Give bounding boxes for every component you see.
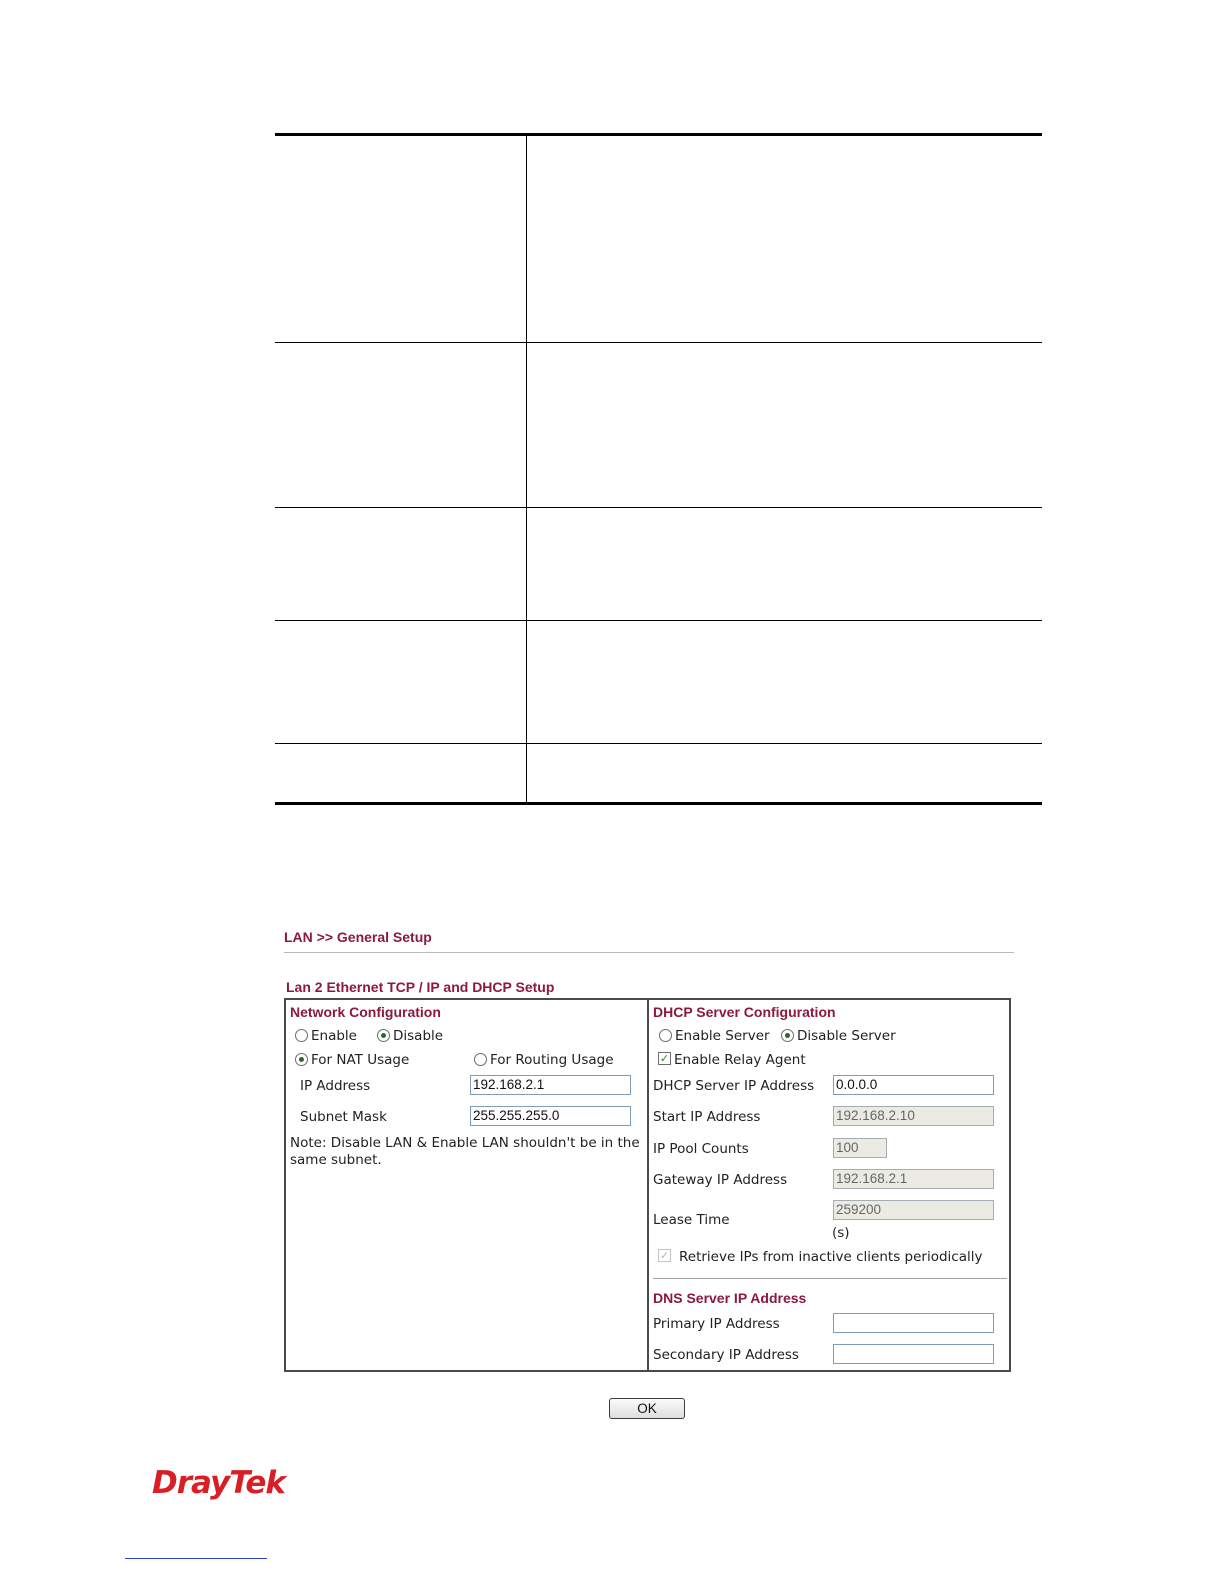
lan-enable-label: Enable [311,1028,357,1044]
enable-server-radio[interactable] [659,1029,672,1042]
lease-time-input[interactable]: 259200 [833,1200,994,1220]
routing-usage-radio[interactable] [474,1053,487,1066]
disable-server-radio[interactable] [781,1029,794,1042]
lan-disable-radio[interactable] [377,1029,390,1042]
dns-section-divider [653,1278,1007,1279]
footer-rule [125,1558,267,1559]
lease-time-unit: (s) [832,1225,850,1241]
table-row-divider [275,342,1042,343]
ip-address-input[interactable]: 192.168.2.1 [470,1075,631,1095]
table-column-divider [526,135,527,803]
dhcp-server-ip-label: DHCP Server IP Address [653,1078,815,1094]
dhcp-config-heading: DHCP Server Configuration [653,1004,836,1020]
network-config-heading: Network Configuration [290,1004,441,1020]
lease-time-label: Lease Time [653,1212,730,1228]
table-row-divider [275,620,1042,621]
start-ip-input[interactable]: 192.168.2.10 [833,1106,994,1126]
primary-dns-input[interactable] [833,1313,994,1333]
lan-general-setup-screen [284,925,1014,1425]
dns-heading: DNS Server IP Address [653,1290,807,1306]
start-ip-label: Start IP Address [653,1109,761,1125]
breadcrumb: LAN >> General Setup [284,929,432,945]
lan-enable-radio[interactable] [295,1029,308,1042]
nat-usage-label: For NAT Usage [311,1052,410,1068]
title-divider [284,952,1014,953]
panel-divider [647,998,649,1372]
subnet-note: Note: Disable LAN & Enable LAN shouldn't be in the same subnet. [290,1135,640,1168]
lan-disable-label: Disable [393,1028,444,1044]
ok-button[interactable]: OK [609,1398,685,1419]
draytek-logo: DrayTek [152,1465,285,1501]
ip-address-label: IP Address [300,1078,371,1094]
description-table [275,133,1042,805]
ip-pool-counts-label: IP Pool Counts [653,1141,749,1157]
dhcp-server-ip-input[interactable]: 0.0.0.0 [833,1075,994,1095]
secondary-dns-label: Secondary IP Address [653,1347,799,1363]
routing-usage-label: For Routing Usage [490,1052,614,1068]
retrieve-ips-label: Retrieve IPs from inactive clients periodically [679,1249,983,1265]
table-top-rule [275,133,1042,136]
relay-agent-label: Enable Relay Agent [674,1052,806,1068]
primary-dns-label: Primary IP Address [653,1316,780,1332]
secondary-dns-input[interactable] [833,1344,994,1364]
gateway-ip-label: Gateway IP Address [653,1172,788,1188]
nat-usage-radio[interactable] [295,1053,308,1066]
table-row-divider [275,743,1042,744]
enable-server-label: Enable Server [675,1028,770,1044]
subnet-mask-input[interactable]: 255.255.255.0 [470,1106,631,1126]
ip-pool-counts-input[interactable]: 100 [833,1138,887,1158]
disable-server-label: Disable Server [797,1028,896,1044]
relay-agent-checkbox[interactable]: ✓ [659,1052,670,1065]
page-subtitle: Lan 2 Ethernet TCP / IP and DHCP Setup [286,979,555,995]
table-bottom-rule [275,802,1042,805]
subnet-mask-label: Subnet Mask [300,1109,387,1125]
gateway-ip-input[interactable]: 192.168.2.1 [833,1169,994,1189]
retrieve-ips-checkbox[interactable]: ✓ [659,1249,670,1262]
table-row-divider [275,507,1042,508]
